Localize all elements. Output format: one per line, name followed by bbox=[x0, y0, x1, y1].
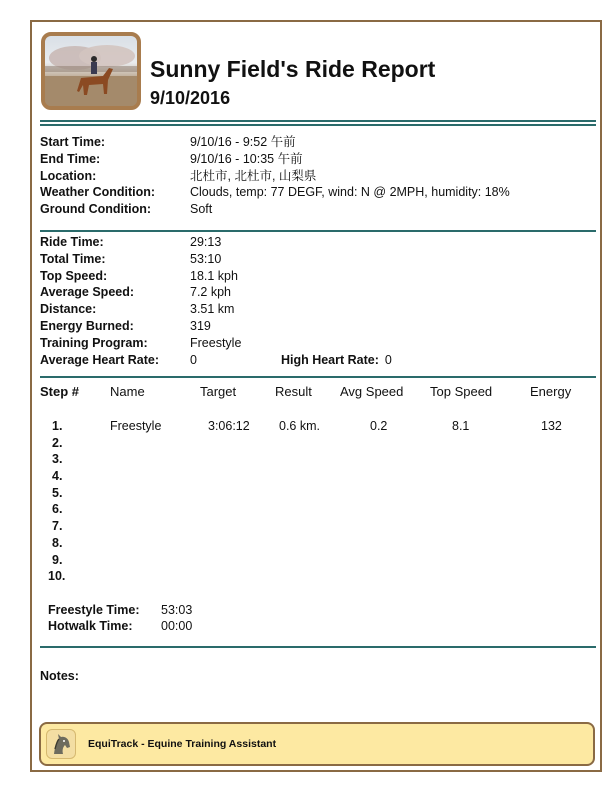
notes-label: Notes: bbox=[40, 669, 79, 683]
step-number: 4. bbox=[52, 469, 63, 484]
ride-info-row bbox=[40, 168, 510, 185]
field-value: 7.2 kph bbox=[190, 285, 232, 300]
high-heart-rate-label: High Heart Rate: bbox=[280, 352, 379, 367]
field-label: Average Speed: bbox=[40, 285, 135, 300]
horse-photo bbox=[41, 32, 141, 110]
field-label: Training Program: bbox=[40, 335, 148, 350]
column-header-avg-speed: Avg Speed bbox=[340, 384, 404, 399]
stat-row bbox=[40, 251, 392, 268]
report-date: 9/10/2016 bbox=[150, 88, 231, 108]
table-row bbox=[40, 501, 596, 518]
step-number: 9. bbox=[52, 552, 63, 567]
step-number: 5. bbox=[52, 485, 63, 500]
table-row bbox=[40, 485, 596, 502]
report-title: Sunny Field's Ride Report bbox=[150, 56, 436, 82]
steps-table-header bbox=[40, 384, 596, 402]
ride-info-row bbox=[40, 184, 510, 201]
field-value: 29:13 bbox=[190, 235, 222, 249]
field-label: Total Time: bbox=[40, 251, 106, 266]
field-label: Ride Time: bbox=[40, 235, 104, 249]
table-row bbox=[40, 451, 596, 468]
field-value: 9/10/16 - 10:35 午前 bbox=[190, 151, 303, 166]
step-top-speed: 8.1 bbox=[452, 419, 470, 433]
stat-row bbox=[40, 268, 392, 285]
field-label: Top Speed: bbox=[40, 268, 108, 283]
field-value: Freestyle bbox=[190, 335, 242, 350]
table-row bbox=[40, 552, 596, 569]
field-value: 53:10 bbox=[190, 251, 222, 266]
field-label: End Time: bbox=[40, 151, 101, 166]
step-number: 7. bbox=[52, 519, 63, 534]
stat-row bbox=[40, 301, 392, 318]
avg-heart-rate-value: 0 bbox=[190, 352, 197, 367]
step-name: Freestyle bbox=[110, 419, 162, 433]
steps-table bbox=[40, 418, 596, 585]
divider bbox=[40, 376, 596, 378]
field-label: Location: bbox=[40, 168, 97, 183]
table-row bbox=[40, 468, 596, 485]
freestyle-time-value: 53:03 bbox=[161, 603, 193, 617]
column-header-target: Target bbox=[200, 384, 237, 399]
table-row bbox=[40, 418, 596, 435]
divider bbox=[40, 124, 596, 126]
field-value: 18.1 kph bbox=[190, 268, 238, 283]
field-label: Start Time: bbox=[40, 135, 106, 149]
column-header-result: Result bbox=[275, 384, 312, 399]
time-summary bbox=[48, 602, 192, 634]
footer-text: EquiTrack - Equine Training Assistant bbox=[88, 738, 277, 750]
hotwalk-time-label: Hotwalk Time: bbox=[48, 619, 133, 633]
stat-row bbox=[40, 318, 392, 335]
step-energy: 132 bbox=[541, 419, 562, 433]
stat-row bbox=[40, 335, 392, 352]
report-page bbox=[30, 20, 602, 772]
field-label: Ground Condition: bbox=[40, 202, 152, 217]
field-value: 9/10/16 - 9:52 午前 bbox=[190, 135, 296, 149]
column-header-name: Name bbox=[110, 384, 145, 399]
time-row bbox=[48, 618, 192, 634]
divider bbox=[40, 230, 596, 232]
column-header-top-speed: Top Speed bbox=[430, 384, 493, 399]
ride-info-row bbox=[40, 134, 510, 151]
field-value: 3.51 km bbox=[190, 302, 235, 317]
column-header-step: Step # bbox=[40, 384, 80, 399]
divider bbox=[40, 120, 596, 122]
divider bbox=[40, 646, 596, 648]
footer-banner bbox=[39, 722, 595, 766]
step-number: 6. bbox=[52, 502, 63, 517]
step-target: 3:06:12 bbox=[208, 419, 250, 433]
table-row bbox=[40, 435, 596, 452]
ride-info-row bbox=[40, 151, 510, 168]
column-header-energy: Energy bbox=[530, 384, 572, 399]
step-number: 3. bbox=[52, 452, 63, 467]
field-label: Distance: bbox=[40, 302, 97, 317]
step-number: 10. bbox=[48, 569, 66, 584]
field-label: Weather Condition: bbox=[40, 185, 156, 200]
high-heart-rate-value: 0 bbox=[384, 352, 392, 367]
step-number: 2. bbox=[52, 435, 63, 450]
field-value: Soft bbox=[190, 202, 213, 217]
step-result: 0.6 km. bbox=[279, 419, 320, 433]
stats-section bbox=[40, 234, 392, 368]
heart-rate-row bbox=[40, 352, 392, 369]
horse-head-icon bbox=[46, 729, 76, 759]
ride-info-row bbox=[40, 201, 510, 218]
step-number: 1. bbox=[52, 419, 63, 433]
time-row bbox=[48, 602, 192, 618]
stat-row bbox=[40, 284, 392, 301]
field-value: 319 bbox=[190, 318, 211, 333]
step-number: 8. bbox=[52, 535, 63, 550]
step-avg-speed: 0.2 bbox=[370, 419, 388, 433]
field-value: Clouds, temp: 77 DEGF, wind: N @ 2MPH, humidity: 18% bbox=[190, 185, 510, 200]
avg-heart-rate-label: Average Heart Rate: bbox=[40, 352, 160, 367]
stat-row bbox=[40, 234, 392, 251]
hotwalk-time-value: 00:00 bbox=[161, 619, 193, 633]
table-row bbox=[40, 518, 596, 535]
table-row bbox=[40, 568, 596, 585]
field-label: Energy Burned: bbox=[40, 318, 134, 333]
freestyle-time-label: Freestyle Time: bbox=[48, 603, 140, 617]
table-row bbox=[40, 535, 596, 552]
field-value: 北杜市, 北杜市, 山梨県 bbox=[190, 168, 317, 183]
ride-info-section bbox=[40, 134, 510, 218]
